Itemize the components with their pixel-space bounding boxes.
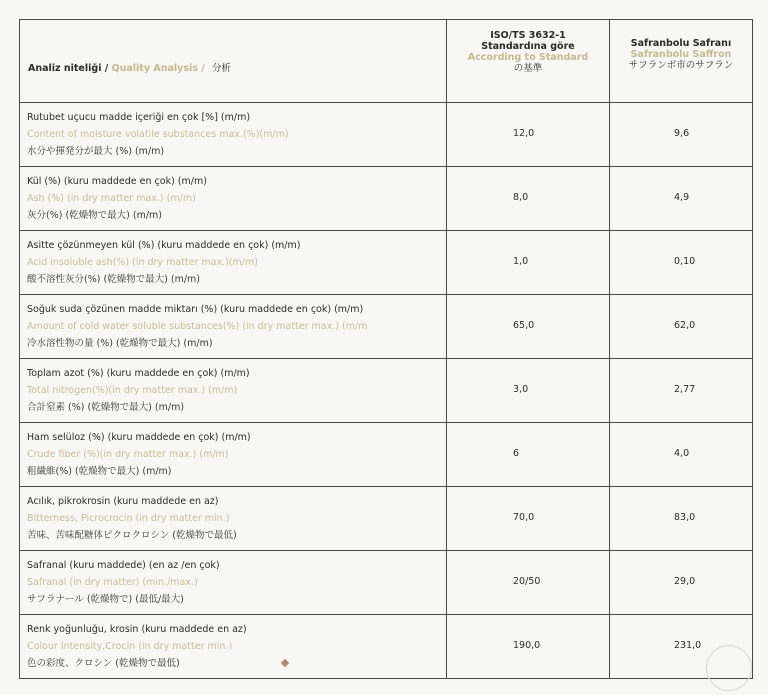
standard-value-cell — [447, 167, 610, 231]
standard-value: 12,0 — [513, 128, 535, 139]
header-safranbolu-jp: サフランボ市のサフラン — [628, 60, 734, 71]
parameter-name-tr: Kül (%) (kuru maddede en çok) (m/m) — [27, 176, 207, 187]
parameter-name-tr: Renk yoğunluğu, krosin (kuru maddede en az) — [27, 624, 247, 635]
safranbolu-value-cell — [610, 167, 753, 231]
header-label-en: Quality Analysis / — [111, 63, 205, 74]
parameter-cell — [20, 551, 447, 615]
safranbolu-value-cell — [610, 423, 753, 487]
header-safranbolu-tr: Safranbolu Safranı — [630, 38, 732, 49]
parameter-name-en: Content of moisture volatile substances max.(%)(m/m) — [27, 129, 289, 140]
safranbolu-value: 9,6 — [674, 128, 690, 139]
parameter-cell — [20, 231, 447, 295]
standard-value: 65,0 — [513, 320, 535, 331]
parameter-name-tr: Ham selüloz (%) (kuru maddede en çok) (m/m) — [27, 432, 251, 443]
quality-analysis-table — [19, 19, 753, 679]
standard-value-cell — [447, 295, 610, 359]
header-standard-line2: Standardına göre — [481, 41, 575, 52]
parameter-name-en: Amount of cold water soluble substances(%) (in dry matter max.) (m/m — [27, 321, 368, 332]
standard-value: 20/50 — [513, 576, 541, 587]
parameter-name-tr: Rutubet uçucu madde içeriği en çok [%] (m/m) — [27, 112, 251, 123]
parameter-name-en: Colour Intensity,Crocin (in dry matter min.) — [27, 641, 233, 652]
header-standard-cell — [447, 20, 610, 103]
header-standard-jp: の基準 — [513, 63, 543, 74]
table-header-row — [20, 20, 753, 103]
header-label-tr: Analiz niteliği / — [28, 63, 109, 74]
safranbolu-value-cell — [610, 103, 753, 167]
standard-value: 3,0 — [513, 384, 529, 395]
safranbolu-value-cell — [610, 551, 753, 615]
parameter-name-jp: 冷水溶性物の量 (%) (乾燥物で最大) (m/m) — [27, 338, 213, 349]
standard-value: 6 — [513, 448, 520, 459]
parameter-name-tr: Acılık, pikrokrosin (kuru maddede en az) — [27, 496, 219, 507]
parameter-name-jp: 粗繊維(%) (乾燥物で最大) (m/m) — [27, 466, 172, 477]
header-analysis-cell — [20, 20, 447, 103]
standard-value: 8,0 — [513, 192, 529, 203]
parameter-cell — [20, 103, 447, 167]
watermark-logo — [706, 645, 752, 691]
parameter-cell — [20, 423, 447, 487]
safranbolu-value: 29,0 — [674, 576, 696, 587]
standard-value: 1,0 — [513, 256, 529, 267]
parameter-name-tr: Soğuk suda çözünen madde miktarı (%) (kuru maddede en çok) (m/m) — [27, 304, 364, 315]
parameter-cell — [20, 295, 447, 359]
header-label-jp: 分析 — [211, 63, 231, 74]
safranbolu-value-cell — [610, 359, 753, 423]
parameter-name-en: Total nitrogen(%)(in dry matter max.) (m/m) — [27, 385, 238, 396]
parameter-name-jp: サフラナール (乾燥物で) (最低/最大) — [27, 594, 184, 605]
parameter-name-tr: Asitte çözünmeyen kül (%) (kuru maddede en çok) (m/m) — [27, 240, 301, 251]
parameter-name-jp: 色の彩度、クロシン (乾燥物で最低) — [27, 658, 180, 669]
standard-value-cell — [447, 423, 610, 487]
safranbolu-value-cell — [610, 231, 753, 295]
table-row — [20, 551, 753, 615]
table-row — [20, 423, 753, 487]
safranbolu-value: 4,9 — [674, 192, 690, 203]
header-safranbolu-en: Safranbolu Saffron — [630, 49, 732, 60]
safranbolu-value-cell — [610, 295, 753, 359]
parameter-name-en: Ash (%) (in dry matter max.) (m/m) — [27, 193, 196, 204]
parameter-name-en: Safranal (in dry matter) (min./max.) — [27, 577, 198, 588]
parameter-name-tr: Safranal (kuru maddede) (en az /en çok) — [27, 560, 220, 571]
table-row — [20, 487, 753, 551]
standard-value-cell — [447, 231, 610, 295]
header-standard-line1: ISO/TS 3632-1 — [490, 30, 566, 41]
parameter-name-jp: 水分や揮発分が最大 (%) (m/m) — [27, 146, 165, 157]
table-row — [20, 231, 753, 295]
safranbolu-value: 0,10 — [674, 256, 696, 267]
table-row — [20, 615, 753, 679]
parameter-cell — [20, 167, 447, 231]
safranbolu-value: 231,0 — [674, 640, 702, 651]
safranbolu-value: 4,0 — [674, 448, 690, 459]
parameter-name-en: Acid insoluble ash(%) (in dry matter max.)(m/m) — [27, 257, 258, 268]
parameter-cell — [20, 487, 447, 551]
header-safranbolu-cell — [610, 20, 753, 103]
table-row — [20, 103, 753, 167]
standard-value-cell — [447, 359, 610, 423]
standard-value: 190,0 — [513, 640, 541, 651]
parameter-cell — [20, 359, 447, 423]
safranbolu-value: 83,0 — [674, 512, 696, 523]
safranbolu-value-cell — [610, 487, 753, 551]
parameter-name-jp: 灰分(%) (乾燥物で最大) (m/m) — [27, 210, 163, 221]
parameter-cell — [20, 615, 447, 679]
standard-value-cell — [447, 551, 610, 615]
parameter-name-tr: Toplam azot (%) (kuru maddede en çok) (m/m) — [27, 368, 250, 379]
table-row — [20, 359, 753, 423]
safranbolu-value: 62,0 — [674, 320, 696, 331]
standard-value-cell — [447, 103, 610, 167]
parameter-name-en: Bitterness, Picrocrocin (in dry matter min.) — [27, 513, 230, 524]
parameter-name-jp: 酸不溶性灰分(%) (乾燥物で最大) (m/m) — [27, 274, 201, 285]
parameter-name-en: Crude fiber (%)(in dry matter max.) (m/m) — [27, 449, 229, 460]
parameter-name-jp: 苦味、苦味配糖体ピクロクロシン (乾燥物で最低) — [27, 530, 237, 541]
table-row — [20, 295, 753, 359]
header-standard-en: According to Standard — [467, 52, 589, 63]
parameter-name-jp: 合計窒素 (%) (乾燥物で最大) (m/m) — [27, 402, 185, 413]
standard-value-cell — [447, 487, 610, 551]
safranbolu-value: 2,77 — [674, 384, 696, 395]
standard-value-cell — [447, 615, 610, 679]
standard-value: 70,0 — [513, 512, 535, 523]
table-row — [20, 167, 753, 231]
